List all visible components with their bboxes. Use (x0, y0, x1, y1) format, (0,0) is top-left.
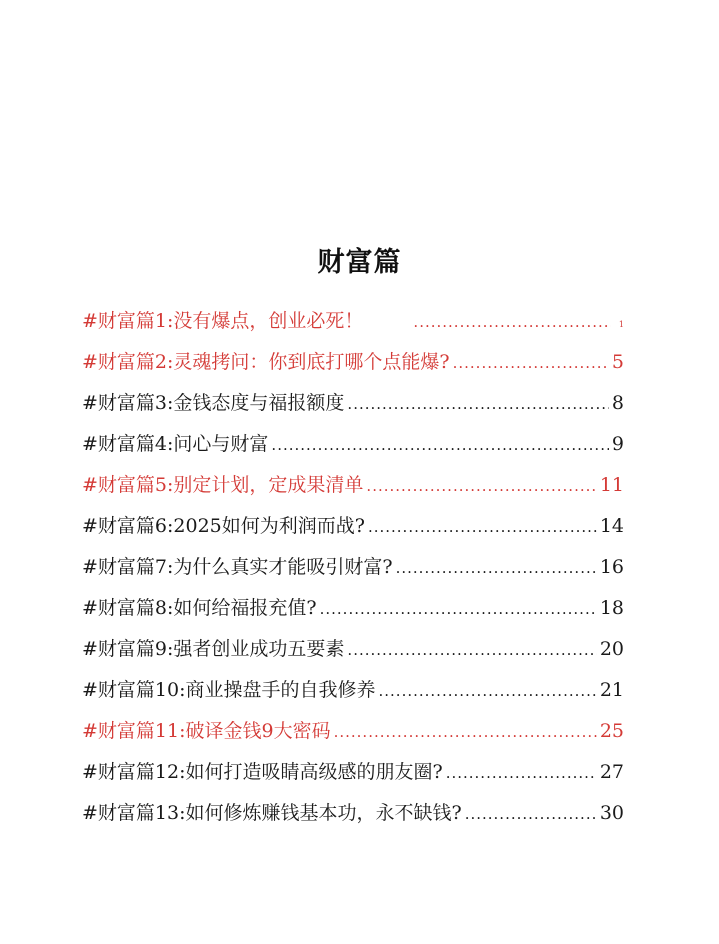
toc-page-number: 21 (599, 679, 624, 701)
toc-entry-title: #财富篇1:没有爆点，创业必死！ (82, 310, 364, 332)
toc-entry-title: #财富篇3:金钱态度与福报额度 (82, 392, 345, 414)
toc-page-number: 14 (599, 515, 624, 537)
toc-page-number: 25 (599, 720, 624, 742)
toc-page-number: 1 (618, 320, 624, 329)
page-title: 财富篇 (317, 247, 402, 278)
toc-entry[interactable] (82, 470, 624, 511)
toc-leader-dots (446, 758, 597, 788)
toc-page-number: 11 (599, 474, 624, 496)
toc-entry[interactable] (82, 511, 624, 552)
toc-entry[interactable] (82, 716, 624, 757)
toc-leader-dots (413, 307, 611, 337)
toc-entry-title: #财富篇13:如何修炼赚钱基本功，永不缺钱? (82, 802, 462, 824)
toc-entry[interactable] (82, 757, 624, 798)
toc-leader-dots (366, 471, 596, 501)
toc-page-number: 9 (611, 433, 624, 455)
toc-page-number: 5 (611, 351, 624, 373)
table-of-contents (82, 306, 624, 839)
toc-leader-dots (271, 430, 608, 460)
toc-entry[interactable] (82, 388, 624, 429)
toc-entry[interactable] (82, 429, 624, 470)
toc-leader-dots (379, 676, 597, 706)
toc-leader-dots (368, 512, 597, 542)
toc-page-number: 20 (599, 638, 624, 660)
toc-entry[interactable] (82, 675, 624, 716)
toc-entry-title: #财富篇5:别定计划，定成果清单 (82, 474, 364, 496)
toc-leader-dots (347, 635, 596, 665)
toc-entry[interactable] (82, 798, 624, 839)
toc-page-number: 27 (599, 761, 624, 783)
toc-entry-title: #财富篇7:为什么真实才能吸引财富? (82, 556, 393, 578)
toc-entry-title: #财富篇2:灵魂拷问：你到底打哪个点能爆? (82, 351, 450, 373)
toc-entry[interactable] (82, 347, 624, 388)
toc-entry[interactable] (82, 634, 624, 675)
toc-entry-title: #财富篇6:2025如何为利润而战? (82, 515, 365, 537)
toc-leader-dots (334, 717, 597, 747)
toc-entry[interactable] (82, 306, 624, 347)
toc-page-number: 30 (599, 802, 624, 824)
toc-entry[interactable] (82, 593, 624, 634)
toc-entry-title: #财富篇10:商业操盘手的自我修养 (82, 679, 376, 701)
toc-leader-dots (347, 389, 608, 419)
toc-entry-title: #财富篇9:强者创业成功五要素 (82, 638, 345, 660)
toc-leader-dots (453, 348, 609, 378)
toc-entry-title: #财富篇12:如何打造吸睛高级感的朋友圈? (82, 761, 443, 783)
toc-page-number: 16 (599, 556, 624, 578)
toc-entry[interactable] (82, 552, 624, 593)
toc-page-number: 18 (599, 597, 624, 619)
toc-entry-title: #财富篇8:如何给福报充值? (82, 597, 317, 619)
toc-leader-dots (396, 553, 597, 583)
toc-leader-dots (320, 594, 597, 624)
toc-page-number: 8 (611, 392, 624, 414)
toc-leader-dots (465, 799, 597, 829)
toc-entry-title: #财富篇4:问心与财富 (82, 433, 269, 455)
toc-entry-title: #财富篇11:破译金钱9大密码 (82, 720, 331, 742)
